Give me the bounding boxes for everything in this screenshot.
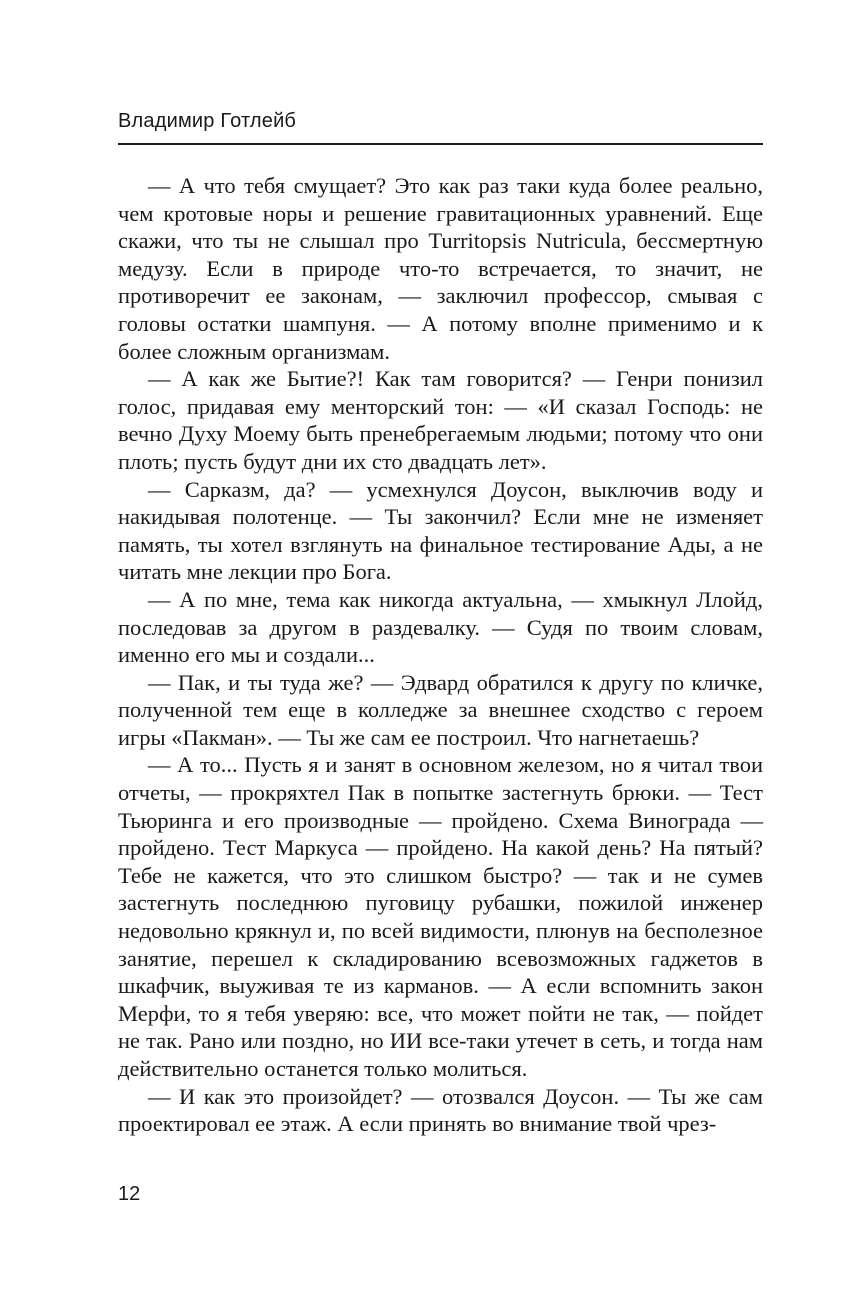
body-text — [118, 172, 763, 1138]
paragraph: — А что тебя смущает? Это как раз таки куда более реально, чем кротовые норы и решение гравитационных уравнений. Еще скажи, что ты не слышал про Turritopsis Nutricula, бессмертную медузу. Если в природе что-то встречается, то значит, не противоречит ее законам, — заключил профессор, смывая с головы остатки шампуня. — А потому вполне применимо и к более сложным организмам. — [118, 173, 763, 364]
paragraph: — А по мне, тема как никогда актуальна, — хмыкнул Ллойд, последовав за другом в раздевалку. — Судя по твоим словам, именно его мы и создали... — [118, 586, 763, 668]
running-head-author: Владимир Готлейб — [118, 110, 297, 132]
paragraph: — А как же Бытие?! Как там говорится? — Генри понизил голос, придавая ему менторский тон: — «И сказал Господь: не вечно Духу Моему быть пренебрегаемым людьми; потому что они плоть; пусть будут дни их сто двадцать лет». — [118, 366, 763, 474]
header-rule — [118, 143, 763, 145]
paragraph: — Пак, и ты туда же? — Эдвард обратился к другу по кличке, полученной тем еще в колледже за внешнее сходство с героем игры «Пакман». — Ты же сам ее построил. Что нагнетаешь? — [118, 669, 763, 750]
paragraph: — А то... Пусть я и занят в основном железом, но я читал твои отчеты, — прокряхтел Пак в попытке застегнуть брюки. — Тест Тьюринга и его производные — пройдено. Схема Винограда — пройдено. Тест Маркуса — пройдено. На какой день? На пятый? Тебе не кажется, что это слишком быстро? — так и не сумев застегнуть последнюю пуговицу рубашки, пожилой инженер недовольно крякнул и, по всей видимости, плюнув на бесполезное занятие, перешел к складированию всевозможных гаджетов в шкафчик, выуживая те из карманов. — А если вспомнить закон Мерфи, то я тебя уверяю: все, что может пойти не так, — пойдет не так. Рано или поздно, но ИИ все-таки утечет в сеть, и тогда нам действительно останется только молиться. — [118, 752, 763, 1081]
page-number: 12 — [118, 1183, 141, 1205]
paragraph: — И как это произойдет? — отозвался Доусон. — Ты же сам проектировал ее этаж. А если принять во внимание твой чрез- — [118, 1083, 763, 1137]
paragraph: — Сарказм, да? — усмехнулся Доусон, выключив воду и накидывая полотенце. — Ты закончил? Если мне не изменяет память, ты хотел взглянуть на финальное тестирование Ады, а не читать мне лекции про Бога. — [118, 476, 763, 585]
